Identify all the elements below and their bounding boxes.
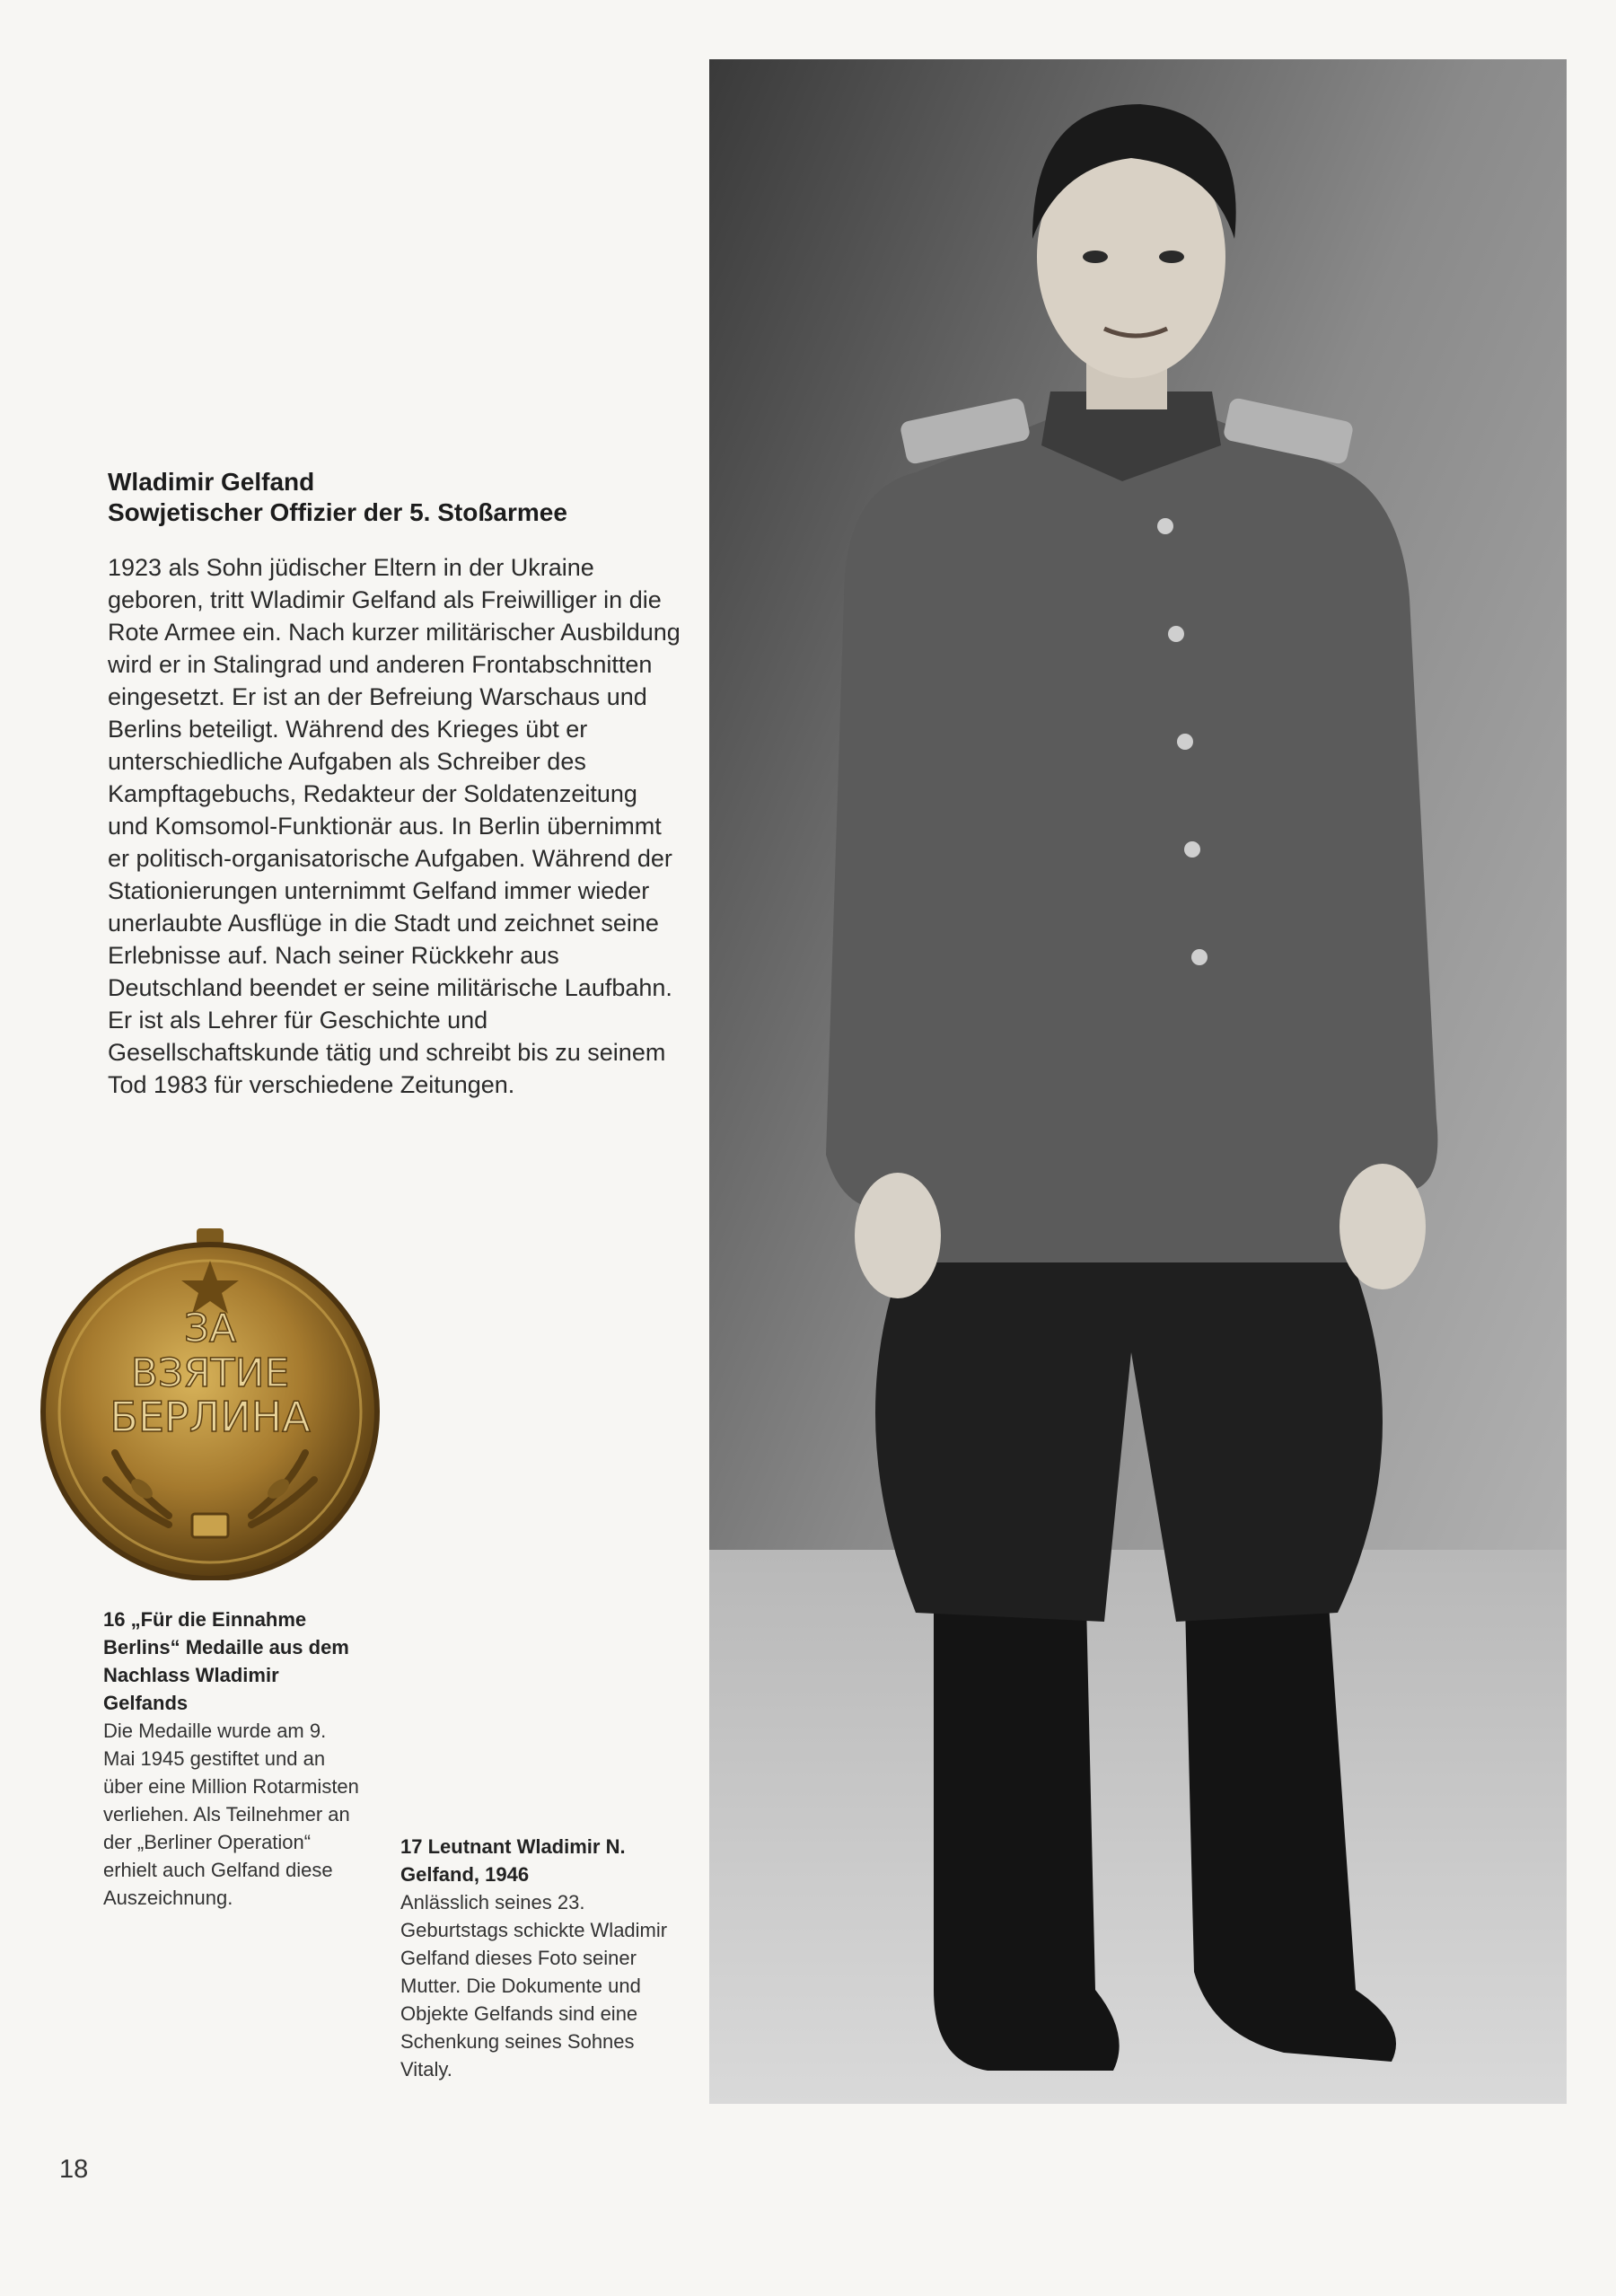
bio-role: Sowjetischer Offizier der 5. Stoßarmee bbox=[108, 498, 567, 526]
portrait-caption bbox=[400, 1833, 670, 2083]
medal-caption-title: 16 „Für die Einnahme Berlins“ Medaille aus dem Nachlass Wladimir Gelfands bbox=[103, 1608, 349, 1714]
portrait-photo bbox=[709, 59, 1567, 2104]
page-number: 18 bbox=[59, 2155, 89, 2184]
biography-block bbox=[108, 467, 682, 1101]
medal-line-2: ВЗЯТИЕ bbox=[130, 1350, 290, 1396]
medal-image bbox=[34, 1228, 386, 1580]
bio-text: 1923 als Sohn jüdischer Eltern in der Ukraine geboren, tritt Wladimir Gelfand als Freiwilliger in die Rote Armee ein. Nach kurzer militärischer Ausbildung wird er in Stalingrad und anderen Frontabschnitten eingesetzt. Er ist an der Befreiung Warschaus und Berlins beteiligt. Während des Krieges übt er unterschiedliche Aufgaben als Schreiber des Kampftagebuchs, Redakteur der Soldatenzeitung und Komsomol-Funktionär aus. In Berlin übernimmt er politisch-organisatorische Aufgaben. Während der Stationierungen unternimmt Gelfand immer wieder unerlaubte Ausflüge in die Stadt und zeichnet seine Erlebnisse auf. Nach seiner Rückkehr aus Deutschland beendet er seine militärische Laufbahn. Er ist als Lehrer für Geschichte und Gesellschaftskunde tätig und schreibt bis zu seinem Tod 1983 für verschiedene Zeitungen. bbox=[108, 554, 681, 1098]
medal-line-3: БЕРЛИНА bbox=[110, 1393, 311, 1441]
portrait-caption-title: 17 Leutnant Wladimir N. Gelfand, 1946 bbox=[400, 1835, 626, 1886]
bio-name: Wladimir Gelfand bbox=[108, 468, 315, 496]
medal-line-1: ЗА bbox=[183, 1306, 237, 1351]
medal-caption-text: Die Medaille wurde am 9. Mai 1945 gestiftet und an über eine Million Rotarmisten verliehen. Als Teilnehmer an der „Berliner Operation“ erhielt auch Gelfand diese Auszeichnung. bbox=[103, 1720, 359, 1909]
medal-caption bbox=[103, 1605, 359, 1912]
portrait-caption-text: Anlässlich seines 23. Geburtstags schickte Wladimir Gelfand dieses Foto seiner Mutter. Die Dokumente und Objekte Gelfands sind eine Schenkung seines Sohnes Vitaly. bbox=[400, 1891, 668, 2080]
